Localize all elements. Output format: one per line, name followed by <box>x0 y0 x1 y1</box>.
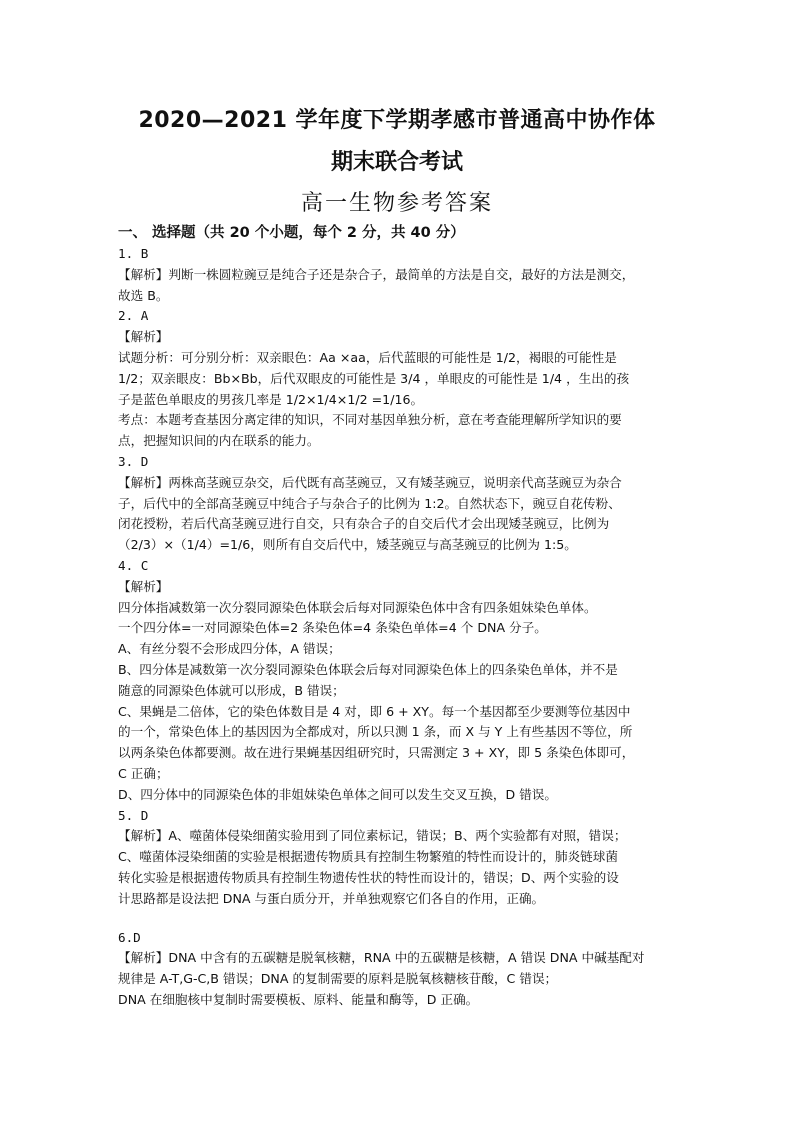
question-6-explanation-line: 【解析】DNA 中含有的五碳糖是脱氧核糖，RNA 中的五碳糖是核糖，A 错误 DNA 中碱基配对 <box>118 950 645 966</box>
question-1-explanation-line: 故选 B。 <box>118 287 169 303</box>
question-3-explanation-line: （2/3）×（1/4）=1/6，则所有自交后代中，矮茎豌豆与高茎豌豆的比例为 1:5。 <box>118 537 577 553</box>
question-4-explanation-line: 的一个，常染色体上的基因因为全都成对，所以只测 1 条，而 X 与 Y 上有些基因不等位，所 <box>118 724 633 740</box>
question-4-explanation-line: 【解析】 <box>118 578 169 594</box>
question-4-explanation-line: B、四分体是减数第一次分裂同源染色体联会后每对同源染色体上的四条染色单体，并不是 <box>118 661 618 677</box>
question-4-explanation-line: 一个四分体=一对同源染色体=2 条染色体=4 条染色单体=4 个 DNA 分子。 <box>118 620 547 636</box>
question-2-explanation-line: 子是蓝色单眼皮的男孩几率是 1/2×1/4×1/2 =1/16。 <box>118 391 424 407</box>
question-2-answer: 2. A <box>118 308 149 324</box>
question-6-answer: 6.D <box>118 929 141 945</box>
question-5-explanation-line: 【解析】A、噬菌体侵染细菌实验用到了同位素标记，错误；B、两个实验都有对照，错误； <box>118 828 627 844</box>
question-1-answer: 1. B <box>118 246 149 261</box>
question-4-explanation-line: 以两条染色体都要测。故在进行果蝇基因组研究时，只需测定 3 + XY，即 5 条染色体即可， <box>118 745 635 761</box>
question-2-explanation-line: 1/2；双亲眼皮：Bb×Bb，后代双眼皮的可能性是 3/4 ，单眼皮的可能性是 1/4 ，生出的孩 <box>118 370 630 386</box>
question-2-explanation-line: 试题分析：可分别分析：双亲眼色：Aa ×aa，后代蓝眼的可能性是 1/2，褐眼的可能性是 <box>118 349 617 365</box>
question-4-explanation-line: A、有丝分裂不会形成四分体，A 错误； <box>118 641 341 657</box>
question-5-explanation-line: C、噬菌体浸染细菌的实验是根据遗传物质具有控制生物繁殖的特性而设计的，肺炎链球菌 <box>118 849 618 865</box>
question-4-explanation-line: 四分体指减数第一次分裂同源染色体联会后每对同源染色体中含有四条姐妹染色单体。 <box>118 599 597 615</box>
exam-title-line2: 期末联合考试 <box>330 150 463 175</box>
question-6-explanation-line: 规律是 A-T,G-C,B 错误；DNA 的复制需要的原料是脱氧核糖核苷酸，C 错误； <box>118 971 558 987</box>
question-4-explanation-line: C 正确； <box>118 765 169 781</box>
question-5-answer: 5. D <box>118 807 149 823</box>
question-5-explanation-line: 计思路都是设法把 DNA 与蛋白质分开，并单独观察它们各自的作用，正确。 <box>118 890 545 906</box>
question-3-answer: 3. D <box>118 453 149 469</box>
question-4-explanation-line: D、四分体中的同源染色体的非姐妹染色单体之间可以发生交叉互换，D 错误。 <box>118 786 557 802</box>
question-2-explanation-line: 【解析】 <box>118 329 169 345</box>
exam-title-line1: 2020—2021 学年度下学期孝感市普通高中协作体 <box>138 108 656 133</box>
question-4-explanation-line: 随意的同源染色体就可以形成，B 错误； <box>118 682 345 698</box>
question-4-answer: 4. C <box>118 557 149 573</box>
section-heading: 一、 选择题（共 20 个小题，每个 2 分，共 40 分） <box>118 225 465 241</box>
question-3-explanation-line: 子，后代中的全部高茎豌豆中纯合子与杂合子的比例为 1:2。自然状态下，豌豆自花传粉、 <box>118 495 621 511</box>
question-5-explanation-line: 转化实验是根据遗传物质具有控制生物遗传性状的特性而设计的，错误；D、两个实验的设 <box>118 869 619 885</box>
question-6-explanation-line: DNA 在细胞核中复制时需要模板、原料、能量和酶等，D 正确。 <box>118 991 479 1007</box>
question-3-explanation-line: 闭花授粉，若后代高茎豌豆进行自交，只有杂合子的自交后代才会出现矮茎豌豆，比例为 <box>118 516 610 532</box>
answer-content <box>118 222 678 1011</box>
question-2-explanation-line: 考点：本题考查基因分离定律的知识，不同对基因单独分析，意在考查能理解所学知识的要 <box>118 412 622 428</box>
question-4-explanation-line: C、果蝇是二倍体，它的染色体数目是 4 对，即 6 + XY。每一个基因都至少要测等位基因中 <box>118 703 631 719</box>
question-1-explanation-line: 【解析】判断一株圆粒豌豆是纯合子还是杂合子，最简单的方法是自交，最好的方法是测交， <box>118 266 635 282</box>
blank-gap <box>118 910 678 928</box>
question-2-explanation-line: 点，把握知识间的内在联系的能力。 <box>118 433 320 449</box>
subject-subtitle: 高一生物参考答案 <box>300 191 493 216</box>
question-3-explanation-line: 【解析】两株高茎豌豆杂交，后代既有高茎豌豆，又有矮茎豌豆，说明亲代高茎豌豆为杂合 <box>118 474 622 490</box>
